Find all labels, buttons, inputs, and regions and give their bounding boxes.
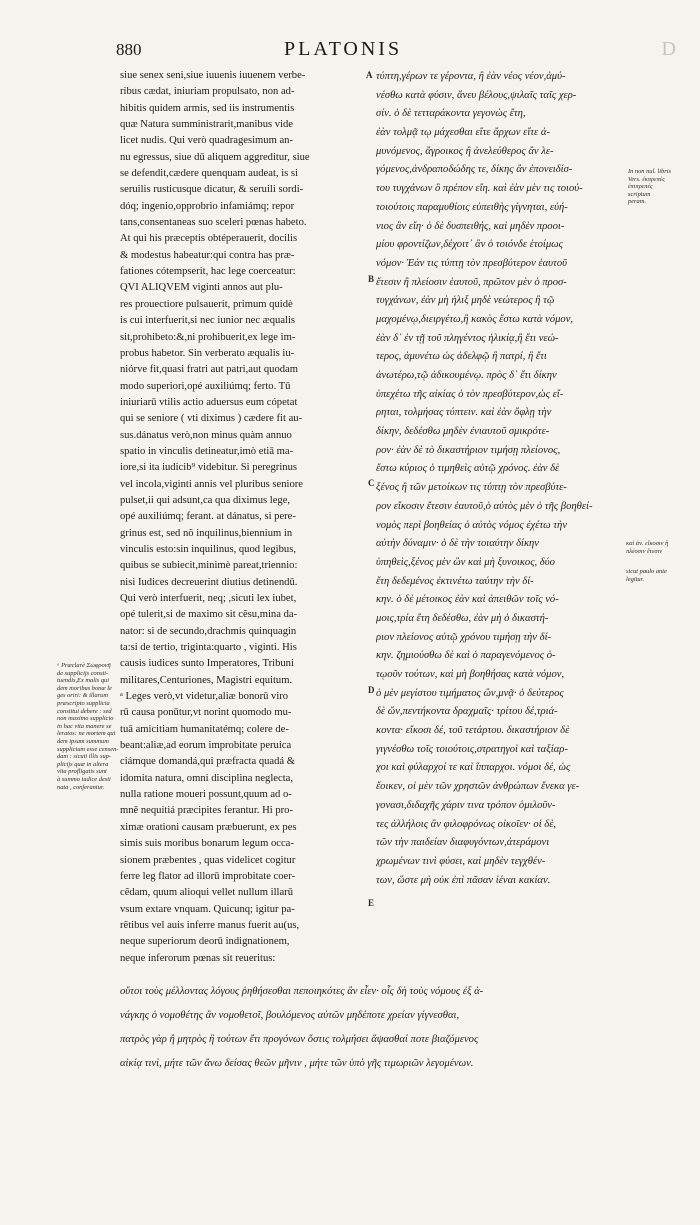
greek-bottom-line: οὕτοι τοὺς μέλλοντας λόγους ῥηθήσεσθαι πεποιηκότες ἂν εἶεν· οἷς δὴ τοὺς νόμους ἐξ ἀ-	[120, 986, 484, 997]
latin-text-line: se defendit,cædere quenquam audeat, is si	[120, 168, 298, 180]
greek-text-line: ἐὰν δ᾽ ἐν τῇ τοῦ πληγέντος ἡλικίᾳ,ἢ ἔτι νεώ-	[376, 332, 559, 344]
greek-text-line: τῶν τὴν παιδείαν διαφυγόντων,ἀτεράμονι	[376, 837, 550, 849]
margin-note-line: ἐπιπρεπὲς	[628, 183, 653, 191]
latin-text-line: grinus est, sed nõ inquilinus,biennium in	[120, 527, 293, 539]
margin-note-line: πλέοσιν ἔτεσιν	[626, 547, 663, 555]
margin-note-line: constitui debere : sed	[57, 707, 112, 715]
greek-text-line: ὑπηθεὶς,ξένος μὲν ὢν καὶ μὴ ξυνοικος, δύο	[376, 556, 555, 568]
greek-text-line: νομὸς περὶ βοηθείας ὁ αὐτὸς νόμος ἐχέτω τὴν	[376, 519, 568, 531]
greek-text-line: δὲ ὤν,πεντήκοντα δραχμαῖς· τρίτου δέ,τριά-	[376, 706, 558, 718]
section-marker-e: E	[368, 898, 375, 908]
latin-text-line: tuā amicitiam humanitatémq; colere de-	[120, 723, 289, 735]
latin-text-line: sit,prohibeto:&,ni prohibuerit,ex lege im-	[120, 331, 296, 343]
latin-text-line: ta:si de tertio, triginta:quarto , viginti. His	[120, 642, 297, 654]
latin-text-line: iniuriarū vtilis actio aduersus eum cópetat	[120, 396, 298, 408]
latin-margin-note	[57, 662, 119, 791]
latin-text-line: beant:aliæ,ad eorum improbitate peruica	[120, 740, 292, 752]
margin-note-line: legitur.	[626, 575, 644, 583]
page-header	[116, 38, 676, 64]
margin-note-line: in hac vita manere se	[57, 722, 112, 730]
greek-text-line: ρηται, τολμήσας τύπτειν. καὶ ἐὰν ὄφλῃ τὴν	[376, 407, 552, 419]
section-marker-d: D	[368, 685, 375, 695]
latin-text-line: res prouectiore pulsauerit, primum quidè	[120, 298, 293, 310]
latin-text-line: seruilis rusticusque dicatur, & seruili sordi-	[120, 184, 304, 196]
greek-text-line: ἔστω κύριος ὁ τιμηθεὶς αὐτῷ χρόνος. ἐὰν δὲ	[376, 463, 560, 475]
greek-text-line: δίκην, δεδέσθω μηδὲν ἐνιαυτοῦ σμικρότε-	[376, 426, 550, 438]
greek-text-line: μαχομένῳ,διειργέτω,ἢ κακὸς ἔστω κατὰ νόμον,	[376, 313, 574, 325]
margin-note-line: καὶ ἀν. εἴκοσιν ἢ	[626, 540, 669, 547]
latin-text-line: spatio in vinculis detineatur,imò etiā ma-	[120, 445, 294, 457]
greek-text-line: μίου φροντίζων,δέχοιτ᾽ ἂν ὁ τοιόνδε ἑτοίμως	[376, 239, 563, 251]
margin-note-line: leratos: ne mortem qui	[57, 730, 116, 738]
latin-text-line: ciámque domandá,qui præfracta quadá &	[120, 756, 296, 768]
latin-translation-column	[120, 68, 365, 967]
latin-text-line: neque superiorum deorū indignationem,	[120, 936, 290, 948]
greek-text-line: κοντα· εἴκοσι δέ, τοῦ τετάρτου. δικαστήριον δὲ	[376, 725, 570, 737]
greek-margin-note-variant-a	[628, 168, 671, 206]
greek-text-line: νόμον· Ἐάν τις τύπτῃ τὸν πρεσβύτερον ἑαυτοῦ	[376, 257, 567, 269]
latin-text-line: mnē nequitiá præcipites ferantur. Hi pro-	[120, 805, 293, 817]
greek-margin-note-variant-d	[626, 568, 667, 583]
greek-text-line: χοι καὶ φύλαρχοί τε καὶ ἵππαρχοι. νόμοι δέ, ὡς	[376, 762, 571, 774]
latin-text-line: causis iudices sunto Imperatores, Tribuni	[120, 658, 294, 670]
greek-text-line: ρον εἴκοσιν ἔτεσιν ἑαυτοῦ,ὁ αὐτὸς μὲν ὁ τῆς βοηθεί-	[376, 500, 593, 512]
margin-note-line: ᵃ Præclarè Σωφρονῆ	[57, 662, 111, 669]
margin-note-line: plicijs quæ in altera	[57, 760, 109, 768]
greek-bottom-line: αἰκίᾳ τινὶ, μήτε τῶν ἄνω δείσας θεῶν μῆνιν , μήτε τῶν ὑπὸ γῆς τιμωριῶν λεγομένων.	[120, 1058, 474, 1069]
greek-text-line: νέσθω κατὰ φύσιν, ἄνευ βέλους,ψιλαῖς ταῖς χερ-	[376, 89, 577, 101]
margin-note-line: Vers. ἐκπρεπὲς	[628, 175, 665, 183]
greek-text-line: ἔοικεν, οἱ μὲν τῶν χρηστῶν ἀνθρώπων ἕνεκα γε-	[376, 781, 580, 793]
latin-text-line: opé auxiliúmq; ferant. at dánatus, si pere-	[120, 511, 296, 523]
latin-text-line: modo superiori,opé auxiliúmq; ferto. Tū	[120, 380, 291, 392]
margin-note-line: præscripto supplicia	[57, 699, 110, 707]
latin-text-line: opé tulerit,si de maximo sit cẽsu,mina da-	[120, 609, 298, 621]
greek-text-line: ριον πλείονος αὐτῷ χρόνου τιμήσῃ τὴν δί-	[376, 631, 552, 643]
greek-text-line: τυγχάνων, ἐὰν μὴ ἡλιξ μηδὲ νεώτερος ἢ τῷ	[376, 295, 555, 307]
latin-text-line: sus.dánatus verò,non minus quàm annuo	[120, 429, 292, 441]
latin-text-line: quibus se subiecit,minimè pareat,triennio:	[120, 560, 298, 572]
greek-text-line: τοιούτοις παραμυθίοις εὐπειθὴς γίγνηται, εὐή-	[376, 201, 568, 213]
section-marker-c: C	[368, 478, 375, 488]
greek-text-line: μοις,τρία ἔτη δεδέσθω, ἐὰν μὴ ὁ δικαστή-	[376, 612, 549, 624]
greek-text-line: τερος, ἀμυνέτω ὡς ἀδελφῷ ἢ πατρί, ἢ ἔτι	[376, 351, 547, 363]
greek-text-line: ἐὰν τολμᾷ τῳ μάχεσθαι εἴτε ἄρχων εἴτε ἀ-	[376, 127, 550, 139]
greek-text-line: ὑπεχέτω τῆς αἰκίας ὁ τὸν πρεσβύτερον,ὡς εἴ-	[376, 388, 564, 400]
bleed-through-letter: D	[661, 38, 676, 60]
margin-note-line: non maximo supplicio	[57, 715, 114, 723]
margin-note-line: tuendis,Ex malis qui	[57, 677, 110, 685]
greek-text-line: ἔτη δεδεμένος ἐκτινέτω ταύτην τὴν δί-	[376, 575, 534, 587]
section-marker-b: B	[368, 274, 375, 284]
latin-text-line: siue senex seni,siue iuuenis iuuenem verbe-	[120, 70, 306, 81]
latin-text-line: nator: si de secundo,drachmis quinquagin	[120, 625, 297, 637]
greek-bottom-line: πατρὸς γὰρ ἢ μητρὸς ἢ τούτων ἔτι προγόνων ὅστις τολμήσει ἅψασθαί ποτε βιαζόμενος	[120, 1034, 479, 1045]
latin-text-line: simis suis moribus bonarum legum occa-	[120, 838, 294, 850]
greek-bottom-full-width-lines	[120, 980, 680, 1076]
greek-text-line: χρωμένων τινὶ φύσει, καὶ μηδὲν τεγχθέν-	[376, 855, 546, 867]
greek-text-line: γονασι,διδαχῆς χάριν τινα τρόπον ὁμιλοῦν-	[376, 799, 556, 811]
margin-note-line: supplicium esse censen-	[57, 745, 119, 753]
latin-text-line: quæ Natura sumministrarit,manibus vide	[120, 119, 294, 131]
greek-text-line: νιος ἂν εἴη· ὁ δὲ δυσπειθής, καὶ μηδὲν προοι-	[376, 220, 565, 232]
latin-text-line: sionem præbentes , quas videlicet cogitur	[120, 854, 296, 866]
latin-text-line: is cui interfuerit,si nec iunior nec æqualis	[120, 315, 296, 327]
greek-text-line: γόμενος,ἀνδραποδώδης τε, δίκης ἂν ἐπονειδίσ-	[376, 164, 573, 176]
margin-note-line: à summo iudice desti	[57, 775, 111, 783]
latin-text-line: idomita natura, omni disciplina neglecta,	[120, 772, 293, 784]
section-marker-a: A	[366, 70, 373, 80]
latin-text-line: ribus cædat, iniuriam propulsato, non ad-	[120, 86, 295, 98]
latin-text-line: vinculis esto:sin inquilinus, quod legibus,	[120, 543, 296, 555]
margin-note-line: nata , conferantur.	[57, 783, 105, 791]
latin-text-line: & modestus habeatur:qui contra has præ-	[120, 249, 295, 261]
greek-text-line: κην. ζημιούσθω δὲ καὶ ὁ παραγενόμενος ὁ-	[376, 650, 556, 662]
latin-text-line: Qui verò interfuerit, neq; ,sicuti lex iubet,	[120, 593, 297, 604]
margin-note-line: de supplicijs consti-	[57, 669, 109, 677]
greek-text-column	[376, 68, 658, 890]
greek-text-line: ἀνωτέρω,τῷ ἀδικουμένῳ. πρὸς δ᾽ ἔτι δίκην	[376, 370, 557, 381]
margin-note-line: dem moribus bonæ le	[57, 684, 112, 692]
latin-text-line: neque inferorum pœnas sit reueritus:	[120, 952, 276, 964]
greek-margin-note-variant-c	[626, 540, 668, 555]
margin-note-line: In non nul. libris	[628, 168, 671, 175]
latin-text-line: rū causa ponūtur,vt norint quomodo mu-	[120, 707, 292, 719]
margin-note-line: vita profligatis sunt	[57, 768, 107, 776]
latin-text-line: tans,consentaneas suo sceleri pœnas habeto.	[120, 217, 307, 229]
margin-note-line: dem ipsam summum	[57, 737, 109, 745]
latin-text-line: probus habetor. Sin verberato æqualis iu-	[120, 347, 295, 359]
margin-note-line: scriptum	[628, 190, 651, 198]
greek-text-line: κην. ὁ δὲ μέτοικος ἐὰν καὶ ἀπειθῶν τοῖς νό-	[376, 594, 559, 606]
latin-text-line: nu egressus, siue dū aliquem aggreditur, siue	[120, 151, 310, 163]
margin-note-line: sicut paulo ante	[626, 568, 667, 575]
latin-text-line: militares,Centuriones, Magistri equitum.	[120, 674, 293, 686]
greek-text-line: τῳοῦν τούτων, καὶ μὴ βοηθήσας κατὰ νόμον,	[376, 669, 565, 680]
greek-text-line: σίν. ὁ δὲ τετταράκοντα γεγονὼς ἔτη,	[376, 108, 526, 120]
latin-text-line: fationes cótempserit, hac lege coerceatur:	[120, 266, 296, 278]
latin-text-line: vsum extare vnquam. Quicunq; igitur pa-	[120, 903, 295, 915]
latin-text-line: niórve fit,quasi fratri aut patri,aut quodam	[120, 364, 298, 376]
latin-text-line: vel incola,viginti annis vel pluribus seniore	[120, 478, 304, 490]
greek-text-line: ρον· ἐὰν δὲ τὸ δικαστήριον τιμήσῃ πλείονος,	[376, 444, 561, 456]
latin-text-line: iore,si ita iudicib⁹ videbitur. Si peregrinus	[120, 462, 297, 474]
latin-text-line: hibitis quidem armis, sed iis instrumentis	[120, 102, 295, 114]
latin-text-line: rẽtibus vel auis inferre manus fuerit au(us,	[120, 919, 300, 931]
latin-text-line: licet nudis. Qui verò quadragesimum an-	[120, 135, 293, 147]
latin-text-line: qui se seniore ( vti diximus ) cædere fit au-	[120, 413, 303, 425]
greek-text-line: τες ἀλλήλοις ἂν φιλοφρόνως οἰκοῖεν· οἱ δὲ,	[376, 818, 557, 830]
latin-text-line: At qui his præceptis obtéperauerit, docilis	[120, 233, 298, 245]
latin-text-line: nisi Iudices decreuerint diutius detinendū.	[120, 576, 298, 588]
margin-note-line: peram.	[628, 198, 646, 206]
margin-note-line: dam : sicuti illis sup-	[57, 753, 111, 761]
latin-text-line: dóq; ingenio,opprobrio infamiámq; repor	[120, 200, 295, 212]
latin-text-line: ferre leg flator ad illorū improbitate coer-	[120, 870, 296, 882]
page-number: 880	[116, 40, 142, 59]
latin-text-line: QVI ALIQVEM viginti annos aut plu-	[120, 282, 283, 294]
latin-text-line: cẽdam, quum alioqui vellet nullum illarū	[120, 887, 293, 899]
margin-note-line: ges oriri: & illarum	[57, 692, 108, 700]
greek-text-line: ὁ μὲν μεγίστου τιμήματος ὢν,μνᾷ· ὁ δεύτερος	[376, 687, 564, 699]
latin-text-line: nulla ratione moueri possunt,quum ad o-	[120, 789, 292, 801]
greek-text-line: αὐτὴν δύναμιν· ὁ δὲ τὴν τοιαύτην δίκην	[376, 538, 539, 550]
greek-text-line: του τυγχάνων ὃ πρέπον εἴη. καὶ ἐὰν μὲν τις τοιού-	[376, 183, 583, 195]
greek-text-line: τύπτη,γέρων τε γέροντα, ἢ ἐὰν νέος νέον,ἀμύ-	[376, 71, 566, 82]
greek-text-line: ξένος ἢ τῶν μετοίκων τις τύπτῃ τὸν πρεσβύτε-	[376, 482, 567, 494]
latin-text-line: pulset,ii qui adsunt,ca qua diximus lege,	[120, 494, 291, 506]
greek-text-line: μυνόμενος, ἄγροικος ἢ ἀνελεύθερος ἂν λε-	[376, 145, 554, 157]
greek-text-line: των, ὥστε μὴ οὐκ ἐπὶ πᾶσαν ἰέναι κακίαν.	[376, 874, 551, 886]
latin-text-line: ᵃ Leges verò,vt videtur,aliæ bonorū viro	[120, 691, 289, 703]
greek-text-line: ἔτεσιν ἢ πλείοσιν ἑαυτοῦ, πρῶτον μὲν ὁ προσ-	[376, 276, 567, 288]
greek-text-line: γιγνέσθω τοῖς τοιούτοις,στρατηγοὶ καὶ ταξίαρ-	[376, 743, 568, 755]
latin-text-line: ximæ orationi causam præbuerunt, ex pes	[120, 821, 297, 833]
greek-bottom-line: νάγκης ὁ νομοθέτης ἂν νομοθετοῖ, βουλόμενος αὐτῶν μηδέποτε χρείαν γίγνεσθαι,	[120, 1010, 460, 1021]
running-title: PLATONIS	[284, 38, 403, 60]
